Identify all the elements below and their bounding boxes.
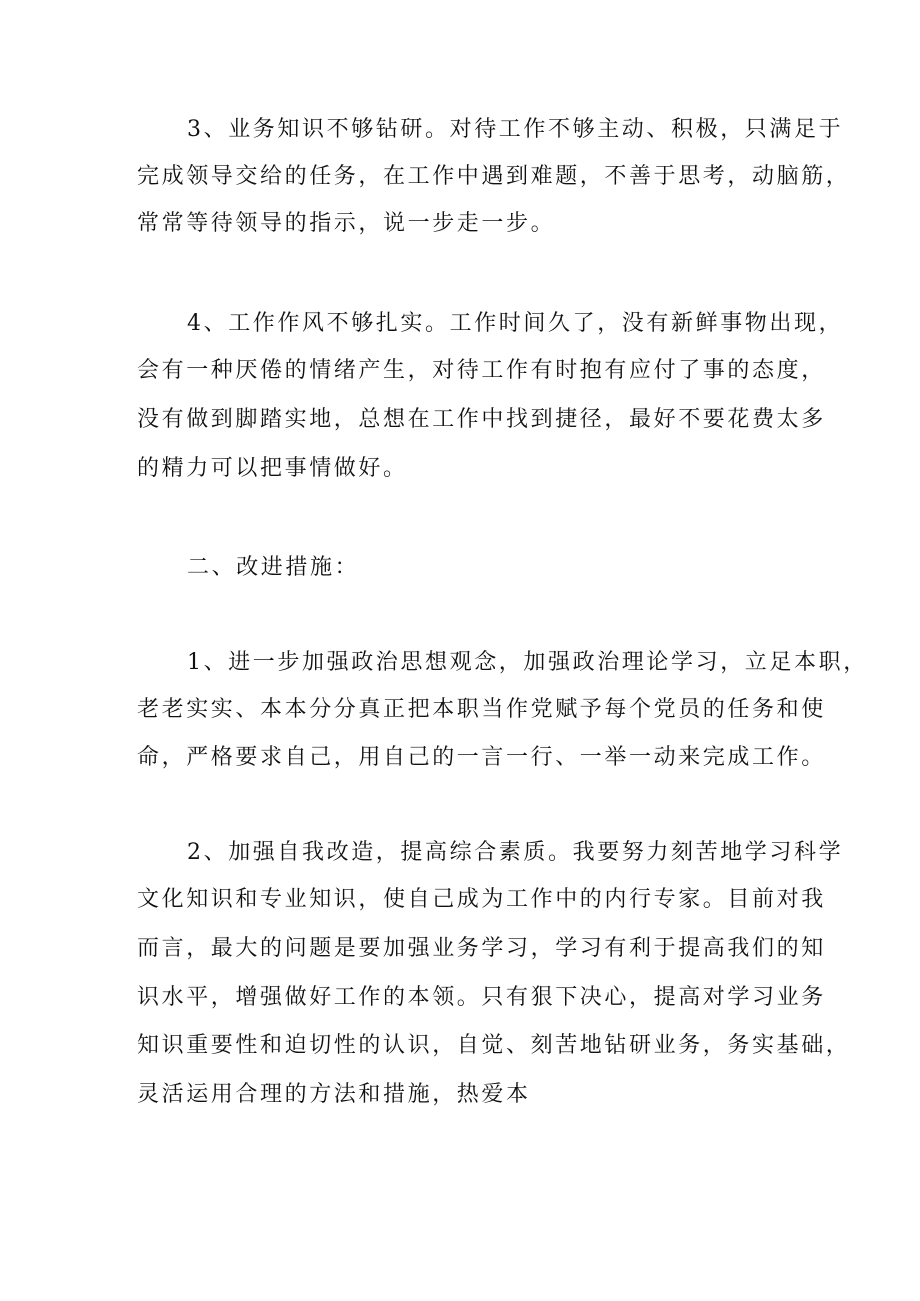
paragraph-4-line-2: 会有一种厌倦的情绪产生，对待工作有时抱有应付了事的态度， (137, 358, 826, 383)
measure-2-line-4: 识水平，增强做好工作的本领。只有狠下决心，提高对学习业务 (137, 985, 826, 1010)
measure-1-line-2: 老老实实、本本分分真正把本职当作党赋予每个党员的任务和使 (137, 697, 826, 722)
paragraph-3-line-2: 完成领导交给的任务，在工作中遇到难题，不善于思考，动脑筋， (137, 164, 851, 189)
measure-2-line-3: 而言，最大的问题是要加强业务学习，学习有利于提高我们的知 (137, 936, 826, 961)
measure-1-line-3: 命，严格要求自己，用自己的一言一行、一举一动来完成工作。 (137, 745, 826, 770)
paragraph-3-line-3: 常常等待领导的指示，说一步走一步。 (137, 211, 556, 236)
paragraph-4-line-3: 没有做到脚踏实地，总想在工作中找到捷径，最好不要花费太多 (137, 407, 826, 432)
section-heading-improvements: 二、改进措施： (187, 555, 360, 580)
measure-2-line-5: 知识重要性和迫切性的认识，自觉、刻苦地钻研业务，务实基础， (137, 1033, 851, 1058)
measure-2-line-2: 文化知识和专业知识，使自己成为工作中的内行专家。目前对我 (137, 887, 826, 912)
paragraph-3-line-1: 3、业务知识不够钻研。对待工作不够主动、积极，只满足于 (187, 117, 844, 142)
paragraph-4-line-1: 4、工作作风不够扎实。工作时间久了，没有新鲜事物出现， (187, 311, 844, 336)
measure-1-line-1: 1、进一步加强政治思想观念，加强政治理论学习，立足本职， (187, 650, 868, 675)
measure-2-line-1: 2、加强自我改造，提高综合素质。我要努力刻苦地学习科学 (187, 840, 844, 865)
measure-2-line-6: 灵活运用合理的方法和措施，热爱本 (137, 1082, 531, 1107)
paragraph-4-line-4: 的精力可以把事情做好。 (137, 456, 408, 481)
